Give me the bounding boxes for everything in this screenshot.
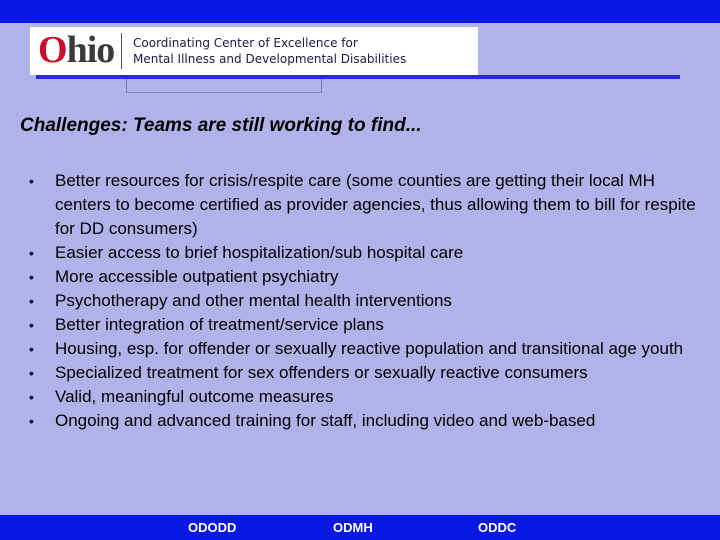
bullet-dot: • bbox=[29, 293, 34, 309]
bullet-dot: • bbox=[29, 269, 34, 285]
header-title-line-1: Coordinating Center of Excellence for bbox=[133, 36, 358, 50]
bullet-dot: • bbox=[29, 341, 34, 357]
top-bar bbox=[0, 0, 720, 23]
slide-title: Challenges: Teams are still working to find... bbox=[20, 115, 422, 136]
bullet-item bbox=[30, 361, 710, 385]
logo-divider bbox=[121, 33, 122, 69]
footer-label-oddc: ODDC bbox=[478, 520, 517, 535]
bullet-list bbox=[30, 169, 710, 433]
bullet-dot: • bbox=[29, 389, 34, 405]
ohio-logo-initial: O bbox=[38, 29, 67, 71]
bullet-item bbox=[30, 313, 710, 337]
bullet-text: Easier access to brief hospitalization/sub hospital care bbox=[55, 243, 464, 262]
bullet-text: Valid, meaningful outcome measures bbox=[55, 387, 334, 406]
footer-label-ododd: ODODD bbox=[188, 520, 237, 535]
bullet-dot: • bbox=[29, 365, 34, 381]
bullet-item bbox=[30, 265, 710, 289]
bullet-item bbox=[30, 385, 710, 409]
bullet-text: Psychotherapy and other mental health interventions bbox=[55, 291, 452, 310]
bullet-text: Ongoing and advanced training for staff, including video and web-based bbox=[55, 411, 596, 430]
bullet-dot: • bbox=[29, 413, 34, 429]
bullet-item bbox=[30, 241, 710, 265]
bullet-text: Better integration of treatment/service plans bbox=[55, 315, 384, 334]
header-title bbox=[133, 35, 406, 67]
ohio-logo-rest: hio bbox=[66, 29, 115, 71]
bullet-text: More accessible outpatient psychiatry bbox=[55, 267, 339, 286]
bullet-dot: • bbox=[29, 317, 34, 333]
ohio-logo bbox=[38, 30, 114, 70]
bullet-text: Better resources for crisis/respite care (some counties are getting their local MH centers to become certified as provider agencies, thus allowing them to bill for respite for DD consumers) bbox=[55, 171, 696, 238]
bullet-item bbox=[30, 409, 710, 433]
footer-label-odmh: ODMH bbox=[333, 520, 373, 535]
header-underline bbox=[36, 75, 680, 79]
bullet-dot: • bbox=[29, 173, 34, 189]
bullet-item bbox=[30, 169, 710, 241]
bullet-item bbox=[30, 289, 710, 313]
bullet-text: Specialized treatment for sex offenders or sexually reactive consumers bbox=[55, 363, 588, 382]
header-title-line-2: Mental Illness and Developmental Disabilities bbox=[133, 52, 407, 66]
bullet-item bbox=[30, 337, 710, 361]
bullet-text: Housing, esp. for offender or sexually reactive population and transitional age youth bbox=[55, 339, 684, 358]
bullet-dot: • bbox=[29, 245, 34, 261]
